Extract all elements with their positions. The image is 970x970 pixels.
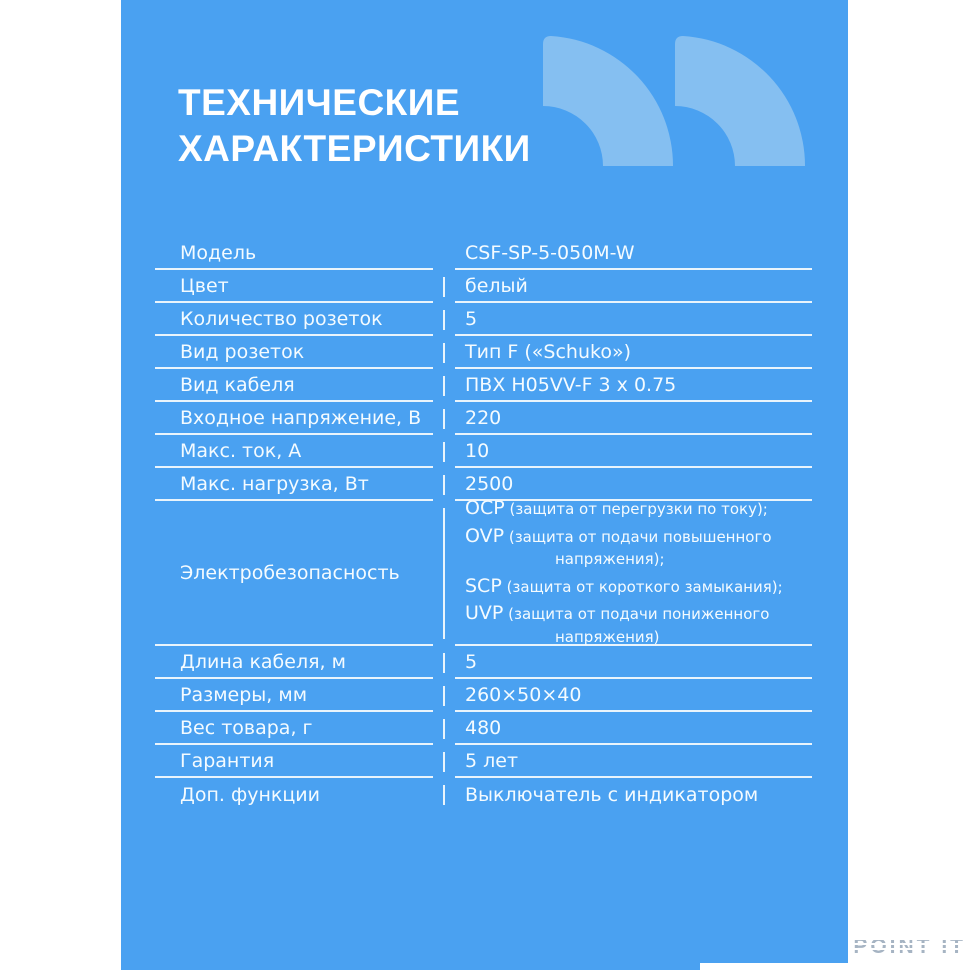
column-separator bbox=[433, 679, 455, 712]
spec-label-cell bbox=[155, 745, 433, 778]
spec-row bbox=[155, 270, 812, 303]
spec-label: Доп. функции bbox=[180, 783, 320, 806]
spec-label: Макс. ток, А bbox=[180, 439, 302, 462]
spec-label-cell bbox=[155, 778, 433, 811]
spec-row bbox=[155, 679, 812, 712]
spec-value-cell bbox=[455, 679, 812, 712]
column-separator bbox=[433, 468, 455, 501]
spec-label: Входное напряжение, В bbox=[180, 406, 422, 429]
spec-value: 2500 bbox=[465, 472, 514, 495]
column-separator bbox=[433, 745, 455, 778]
spec-label-cell bbox=[155, 501, 433, 646]
spec-label: Вес товара, г bbox=[180, 716, 313, 739]
spec-label: Вид кабеля bbox=[180, 373, 295, 396]
spec-value: Выключатель с индикатором bbox=[465, 783, 759, 806]
spec-value: ПВХ H05VV-F 3 x 0.75 bbox=[465, 373, 677, 396]
spec-card bbox=[121, 0, 848, 970]
column-separator bbox=[433, 369, 455, 402]
spec-row bbox=[155, 778, 812, 811]
protection-line bbox=[465, 497, 810, 521]
protection-desc: (защита от короткого замыкания); bbox=[501, 577, 783, 596]
spec-value-cell bbox=[455, 435, 812, 468]
column-separator-bar bbox=[443, 376, 445, 396]
spec-table bbox=[155, 237, 812, 811]
spec-value-cell bbox=[455, 402, 812, 435]
column-separator bbox=[433, 270, 455, 303]
quote-mark-icon bbox=[543, 36, 673, 166]
quote-mark-icon bbox=[675, 36, 805, 166]
watermark-plate bbox=[700, 963, 848, 970]
spec-value-cell bbox=[455, 303, 812, 336]
column-separator-bar bbox=[443, 442, 445, 462]
column-separator bbox=[433, 435, 455, 468]
spec-row bbox=[155, 303, 812, 336]
column-separator bbox=[433, 712, 455, 745]
spec-label: Макс. нагрузка, Вт bbox=[180, 472, 369, 495]
spec-value-cell bbox=[455, 778, 812, 811]
column-separator bbox=[433, 237, 455, 270]
page-title bbox=[178, 80, 531, 172]
spec-value: Тип F («Schuko») bbox=[465, 340, 631, 363]
column-separator-bar bbox=[443, 719, 445, 739]
spec-value: 220 bbox=[465, 406, 502, 429]
spec-label-cell bbox=[155, 402, 433, 435]
spec-row bbox=[155, 745, 812, 778]
protection-abbr: UVP bbox=[465, 602, 504, 624]
spec-value: 480 bbox=[465, 716, 502, 739]
spec-value-cell bbox=[455, 336, 812, 369]
spec-value-cell bbox=[455, 712, 812, 745]
spec-value-cell bbox=[455, 497, 812, 646]
protection-abbr: SCP bbox=[465, 574, 502, 597]
spec-value: 260×50×40 bbox=[465, 683, 582, 706]
protection-desc: (защита от перегрузки по току); bbox=[504, 500, 768, 518]
spec-row bbox=[155, 402, 812, 435]
protection-line bbox=[465, 575, 810, 599]
spec-value-cell bbox=[455, 369, 812, 402]
quote-icon bbox=[543, 36, 805, 167]
spec-value-cell bbox=[455, 237, 812, 270]
column-separator bbox=[433, 778, 455, 811]
spec-value: 10 bbox=[465, 439, 490, 462]
spec-label-cell bbox=[155, 237, 433, 270]
spec-label: Цвет bbox=[180, 274, 229, 297]
spec-label: Модель bbox=[180, 241, 257, 264]
protection-abbr: OVP bbox=[465, 524, 505, 547]
spec-label: Гарантия bbox=[180, 749, 275, 772]
column-separator-bar bbox=[443, 653, 445, 673]
column-separator-bar bbox=[443, 409, 445, 429]
spec-value: 5 bbox=[465, 307, 478, 330]
protection-line bbox=[465, 602, 810, 648]
spec-value-cell bbox=[455, 745, 812, 778]
column-separator bbox=[433, 303, 455, 336]
spec-row bbox=[155, 497, 812, 646]
spec-row bbox=[155, 646, 812, 679]
protection-desc: (защита от подачи повышенного напряжения); bbox=[504, 527, 772, 568]
spec-label: Размеры, мм bbox=[180, 683, 308, 706]
column-separator bbox=[433, 402, 455, 435]
spec-value: 5 bbox=[465, 650, 478, 673]
protection-desc: (защита от подачи пониженного напряжения) bbox=[503, 605, 770, 646]
spec-label: Длина кабеля, м bbox=[180, 650, 346, 673]
protection-line bbox=[465, 525, 810, 571]
column-separator-bar bbox=[443, 475, 445, 495]
column-separator-bar bbox=[443, 277, 445, 297]
spec-label-cell bbox=[155, 646, 433, 679]
spec-row bbox=[155, 237, 812, 270]
spec-label-cell bbox=[155, 369, 433, 402]
spec-value: 5 лет bbox=[465, 749, 519, 772]
watermark: POINT IT bbox=[853, 935, 966, 958]
spec-row bbox=[155, 712, 812, 745]
column-separator-bar bbox=[443, 686, 445, 706]
page-title-line1: ТЕХНИЧЕСКИЕ bbox=[178, 82, 461, 123]
spec-label: Электробезопасность bbox=[180, 561, 400, 584]
spec-label-cell bbox=[155, 435, 433, 468]
spec-label-cell bbox=[155, 303, 433, 336]
spec-label: Вид розеток bbox=[180, 340, 305, 363]
spec-value-cell bbox=[455, 270, 812, 303]
spec-row bbox=[155, 369, 812, 402]
spec-value-cell bbox=[455, 646, 812, 679]
protection-abbr: OCP bbox=[465, 497, 505, 519]
column-separator-bar bbox=[443, 785, 445, 805]
spec-row bbox=[155, 336, 812, 369]
spec-label-cell bbox=[155, 468, 433, 501]
spec-label: Количество розеток bbox=[180, 307, 383, 330]
column-separator-bar bbox=[443, 508, 445, 639]
spec-value: белый bbox=[465, 274, 528, 297]
spec-label-cell bbox=[155, 270, 433, 303]
column-separator bbox=[433, 646, 455, 679]
page-title-line2: ХАРАКТЕРИСТИКИ bbox=[178, 128, 531, 169]
spec-row bbox=[155, 435, 812, 468]
column-separator bbox=[433, 336, 455, 369]
column-separator bbox=[433, 501, 455, 646]
column-separator-bar bbox=[443, 752, 445, 772]
spec-label-cell bbox=[155, 679, 433, 712]
spec-value: CSF-SP-5-050M-W bbox=[465, 241, 635, 264]
column-separator-bar bbox=[443, 310, 445, 330]
spec-label-cell bbox=[155, 712, 433, 745]
spec-label-cell bbox=[155, 336, 433, 369]
column-separator-bar bbox=[443, 343, 445, 363]
